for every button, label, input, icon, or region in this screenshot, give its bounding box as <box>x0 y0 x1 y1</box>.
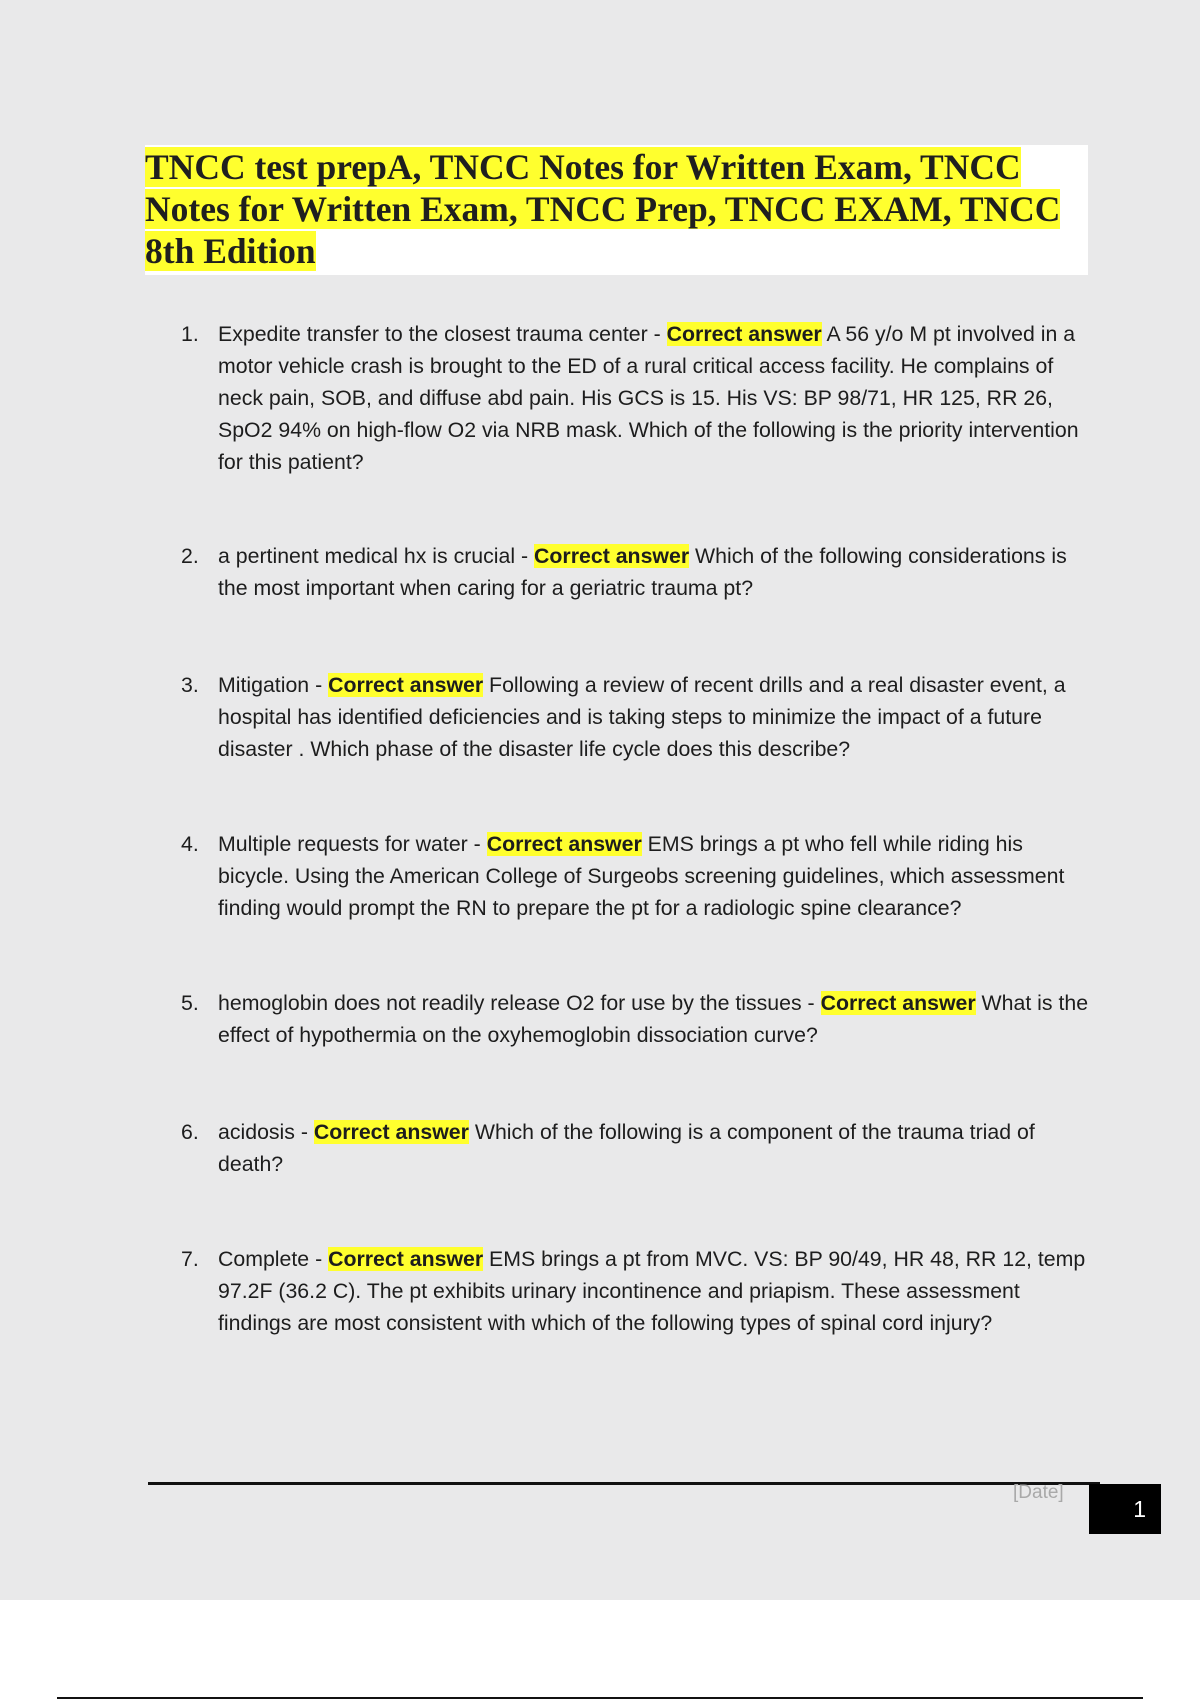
item-number: 2. <box>181 544 199 568</box>
question-text: A 56 y/o M pt involved in a motor vehicle crash is brought to the ED of a rural critical access facility. He complains of neck pain, SOB, and diffuse abd pain. His GCS is 15. His VS: BP 98/71, HR 125, RR 26, SpO2 94% on high-flow O2 via NRB mask. Which of the following is the priority intervention for this patient? <box>218 322 1079 474</box>
question-text: Following a review of recent drills and a real disaster event, a hospital has identified deficiencies and is taking steps to minimize the impact of a future disaster . Which phase of the disaster life cycle does this describe? <box>218 673 1066 761</box>
title-highlight: TNCC test prepA, TNCC Notes for Written Exam, TNCC Notes for Written Exam, TNCC Prep, TNCC EXAM, TNCC 8th Edition <box>145 147 1061 271</box>
page-number: 1 <box>1089 1484 1161 1534</box>
question-text: Which of the following is a component of the trauma triad of death? <box>218 1120 1035 1176</box>
correct-answer-label: Correct answer <box>534 544 690 568</box>
question-text: EMS brings a pt from MVC. VS: BP 90/49, HR 48, RR 12, temp 97.2F (36.2 C). The pt exhibits urinary incontinence and priapism. These assessment findings are most consistent with which of the following types of spinal cord injury? <box>218 1247 1086 1335</box>
answer-text: Mitigation - <box>218 673 329 697</box>
item-number: 3. <box>181 673 199 697</box>
item-number: 4. <box>181 832 199 856</box>
correct-answer-label: Correct answer <box>666 322 822 346</box>
answer-text: hemoglobin does not readily release O2 for use by the tissues - <box>218 991 821 1015</box>
answer-text: Complete - <box>218 1247 329 1271</box>
correct-answer-label: Correct answer <box>328 673 484 697</box>
item-number: 6. <box>181 1120 199 1144</box>
answer-text: a pertinent medical hx is crucial - <box>218 544 535 568</box>
document-title <box>145 146 1085 272</box>
question-text: EMS brings a pt who fell while riding his bicycle. Using the American College of Surgeobs screening guidelines, which assessment finding would prompt the RN to prepare the pt for a radiologic spine clearance? <box>218 832 1065 920</box>
correct-answer-label: Correct answer <box>313 1120 469 1144</box>
answer-text: Multiple requests for water - <box>218 832 487 856</box>
footer-date: [Date] <box>1013 1482 1064 1503</box>
list-item <box>175 540 1095 604</box>
answer-text: acidosis - <box>218 1120 314 1144</box>
correct-answer-label: Correct answer <box>820 991 976 1015</box>
item-number: 7. <box>181 1247 199 1271</box>
item-number: 1. <box>181 322 199 346</box>
list-item <box>175 1243 1095 1339</box>
answer-text: Expedite transfer to the closest trauma center - <box>218 322 667 346</box>
item-number: 5. <box>181 991 199 1015</box>
question-text: What is the effect of hypothermia on the oxyhemoglobin dissociation curve? <box>218 991 1089 1047</box>
correct-answer-label: Correct answer <box>486 832 642 856</box>
list-item <box>175 828 1095 924</box>
list-item <box>175 987 1095 1051</box>
list-item <box>175 1116 1095 1180</box>
list-item <box>175 669 1095 765</box>
correct-answer-label: Correct answer <box>328 1247 484 1271</box>
footer-divider <box>148 1482 1100 1485</box>
list-item <box>175 318 1095 478</box>
next-page-rule <box>57 1697 1143 1699</box>
question-text: Which of the following considerations is the most important when caring for a geriatric trauma pt? <box>218 544 1067 600</box>
question-list <box>175 318 1095 1339</box>
